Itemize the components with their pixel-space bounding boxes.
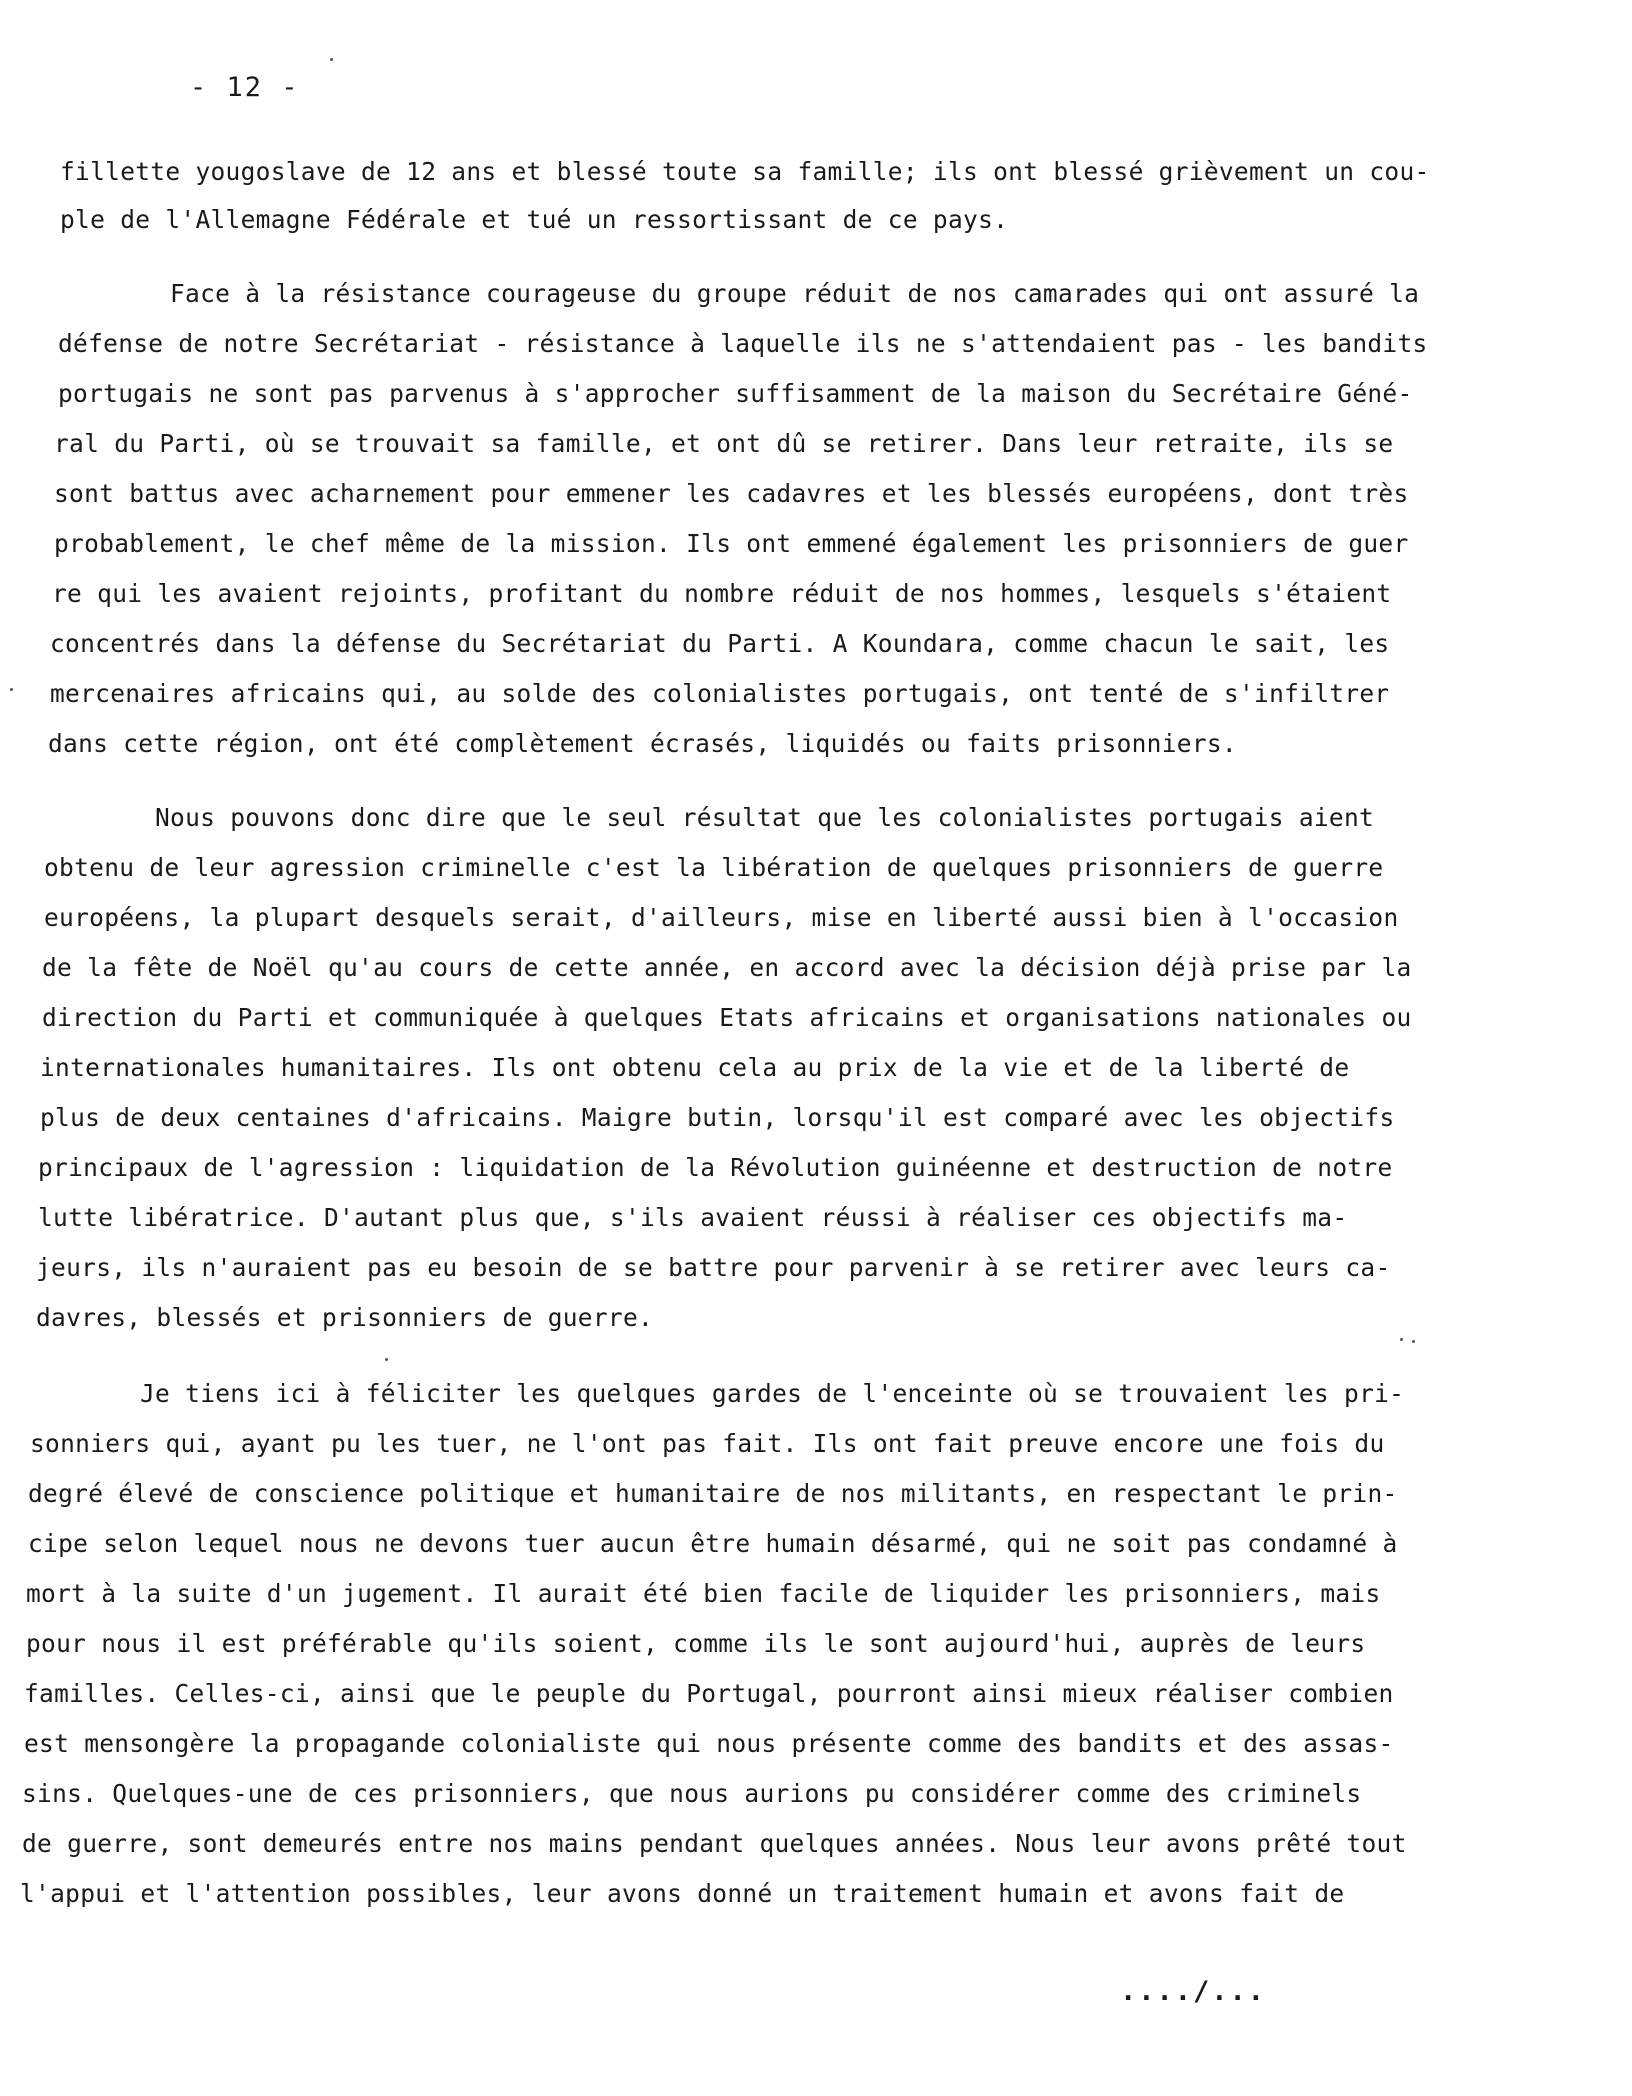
text-line: lutte libératrice. D'autant plus que, s'ils avaient réussi à réaliser ces objectifs ma- (38, 1203, 1348, 1232)
text-line: fillette yougoslave de 12 ans et blessé toute sa famille; ils ont blessé grièvement un cou- (60, 157, 1430, 186)
text-line: re qui les avaient rejoints, profitant du nombre réduit de nos hommes, lesquels s'étaient (52, 579, 1392, 608)
text-line: concentrés dans la défense du Secrétariat du Parti. A Koundara, comme chacun le sait, les (50, 629, 1390, 658)
text-line: sonniers qui, ayant pu les tuer, ne l'ont pas fait. Ils ont fait preuve encore une fois du (30, 1429, 1385, 1458)
text-line: Nous pouvons donc dire que le seul résultat que les colonialistes portugais aient (155, 803, 1375, 832)
text-line: ple de l'Allemagne Fédérale et tué un ressortissant de ce pays. (60, 205, 1009, 234)
text-line: familles. Celles-ci, ainsi que le peuple du Portugal, pourront ainsi mieux réaliser combien (24, 1679, 1394, 1708)
scan-speck (10, 688, 13, 691)
text-line: probablement, le chef même de la mission. Ils ont emmené également les prisonniers de guer (54, 529, 1409, 558)
text-line: sont battus avec acharnement pour emmener les cadavres et les blessés européens, dont très (54, 479, 1409, 508)
text-line: davres, blessés et prisonniers de guerre. (36, 1303, 654, 1332)
text-line: de guerre, sont demeurés entre nos mains pendant quelques années. Nous leur avons prêté tout (22, 1829, 1407, 1858)
text-line: obtenu de leur agression criminelle c'est la libération de quelques prisonniers de guerre (44, 853, 1384, 882)
text-line: plus de deux centaines d'africains. Maigre butin, lorsqu'il est comparé avec les objectifs (40, 1103, 1395, 1132)
text-line: l'appui et l'attention possibles, leur avons donné un traitement humain et avons fait de (20, 1879, 1345, 1908)
text-line: Je tiens ici à féliciter les quelques gardes de l'enceinte où se trouvaient les pri- (140, 1379, 1405, 1408)
text-line: principaux de l'agression : liquidation de la Révolution guinéenne et destruction de notre (38, 1153, 1393, 1182)
text-line: portugais ne sont pas parvenus à s'approcher suffisamment de la maison du Secrétaire Géné- (58, 379, 1413, 408)
text-line: européens, la plupart desquels serait, d'ailleurs, mise en liberté aussi bien à l'occasion (44, 903, 1399, 932)
text-line: sins. Quelques-une de ces prisonniers, que nous aurions pu considérer comme des criminels (22, 1779, 1362, 1808)
text-line: ral du Parti, où se trouvait sa famille, et ont dû se retirer. Dans leur retraite, ils se (54, 429, 1394, 458)
text-line: pour nous il est préférable qu'ils soient, comme ils le sont aujourd'hui, auprès de leurs (26, 1629, 1366, 1658)
text-line: dans cette région, ont été complètement écrasés, liquidés ou faits prisonniers. (48, 729, 1237, 758)
text-line: degré élevé de conscience politique et humanitaire de nos militants, en respectant le prin- (28, 1479, 1398, 1508)
text-line: est mensongère la propagande colonialiste qui nous présente comme des bandits et des assas- (24, 1729, 1394, 1758)
text-line: internationales humanitaires. Ils ont obtenu cela au prix de la vie et de la liberté de (40, 1053, 1350, 1082)
scan-speck (385, 1358, 388, 1361)
scan-speck (1400, 1338, 1403, 1341)
text-line: cipe selon lequel nous ne devons tuer aucun être humain désarmé, qui ne soit pas condamné à (28, 1529, 1398, 1558)
text-line: mort à la suite d'un jugement. Il aurait été bien facile de liquider les prisonniers, mais (26, 1579, 1381, 1608)
page-number: - 12 - (190, 72, 300, 103)
scan-speck (1412, 1340, 1415, 1343)
text-line: jeurs, ils n'auraient pas eu besoin de se battre pour parvenir à se retirer avec leurs ca- (36, 1253, 1391, 1282)
text-line: Face à la résistance courageuse du groupe réduit de nos camarades qui ont assuré la (170, 279, 1420, 308)
scan-speck (330, 58, 333, 61)
text-line: de la fête de Noël qu'au cours de cette année, en accord avec la décision déjà prise par la (42, 953, 1412, 982)
text-line: mercenaires africains qui, au solde des colonialistes portugais, ont tenté de s'infiltrer (50, 679, 1390, 708)
text-line: défense de notre Secrétariat - résistance à laquelle ils ne s'attendaient pas - les bandits (58, 329, 1428, 358)
text-line: direction du Parti et communiquée à quelques Etats africains et organisations nationales ou (42, 1003, 1412, 1032)
continuation-mark: ..../... (1120, 1976, 1267, 2007)
